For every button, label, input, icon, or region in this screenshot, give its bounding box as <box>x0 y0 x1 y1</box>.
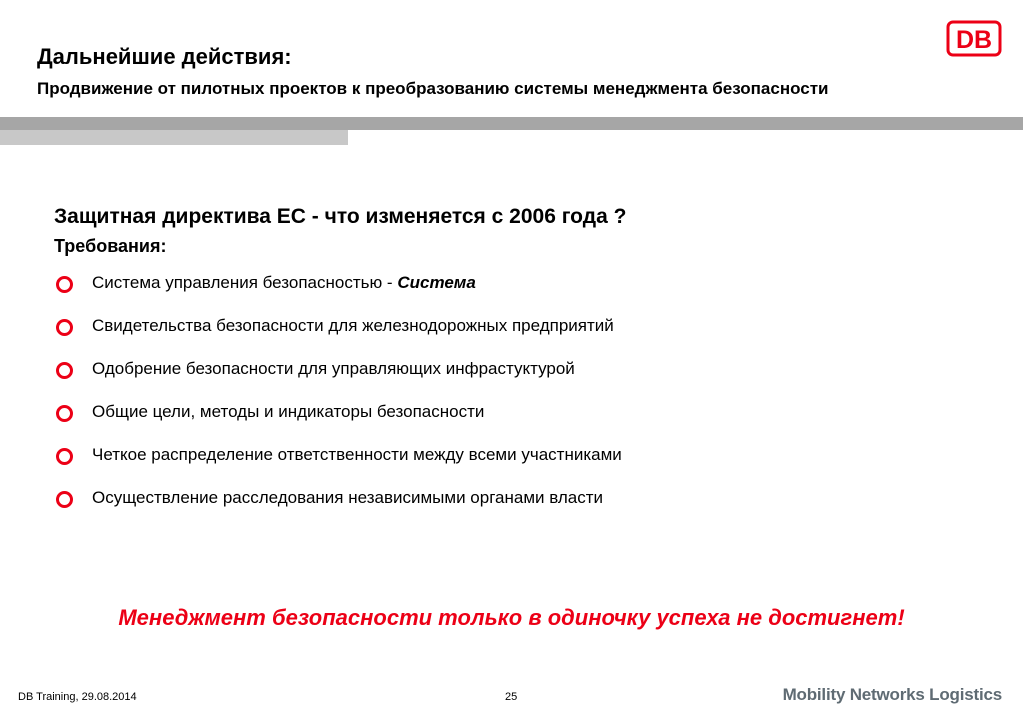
page-number: 25 <box>505 691 518 703</box>
db-logo <box>946 20 1002 57</box>
list-item <box>56 487 622 530</box>
db-logo-text: DB <box>955 26 993 54</box>
section-title: Защитная директива ЕС - что изменяется с 2006 года ? <box>54 205 627 228</box>
bullet-text: Система управления безопасностью - <box>92 273 398 292</box>
brand-tagline: Mobility Networks Logistics <box>782 685 1002 704</box>
circle-bullet-icon <box>56 448 73 465</box>
footer-source: DB Training, 29.08.2014 <box>18 691 137 703</box>
list-item <box>56 358 622 401</box>
header-divider-accent <box>0 130 348 145</box>
requirements-label: Требования: <box>54 236 167 256</box>
bullet-text: Одобрение безопасности для управляющих инфрастуктурой <box>92 359 575 378</box>
header-divider-bar <box>0 117 1023 130</box>
list-item <box>56 272 622 315</box>
bullet-text: Четкое распределение ответственности между всеми участниками <box>92 445 622 464</box>
circle-bullet-icon <box>56 362 73 379</box>
circle-bullet-icon <box>56 405 73 422</box>
bullet-emphasis: Система <box>397 273 476 292</box>
circle-bullet-icon <box>56 319 73 336</box>
requirements-list <box>56 272 622 530</box>
slide-subtitle: Продвижение от пилотных проектов к преобразованию системы менеджмента безопасности <box>37 79 829 98</box>
bullet-text: Осуществление расследования независимыми органами власти <box>92 488 604 507</box>
slogan: Менеджмент безопасности только в одиночку успеха не достигнет! <box>118 605 905 630</box>
bullet-text: Свидетельства безопасности для железнодорожных предприятий <box>92 316 614 335</box>
circle-bullet-icon <box>56 491 73 508</box>
slide-title: Дальнейшие действия: <box>37 44 292 69</box>
bullet-text: Общие цели, методы и индикаторы безопасности <box>92 402 485 421</box>
circle-bullet-icon <box>56 276 73 293</box>
list-item <box>56 401 622 444</box>
list-item <box>56 444 622 487</box>
list-item <box>56 315 622 358</box>
